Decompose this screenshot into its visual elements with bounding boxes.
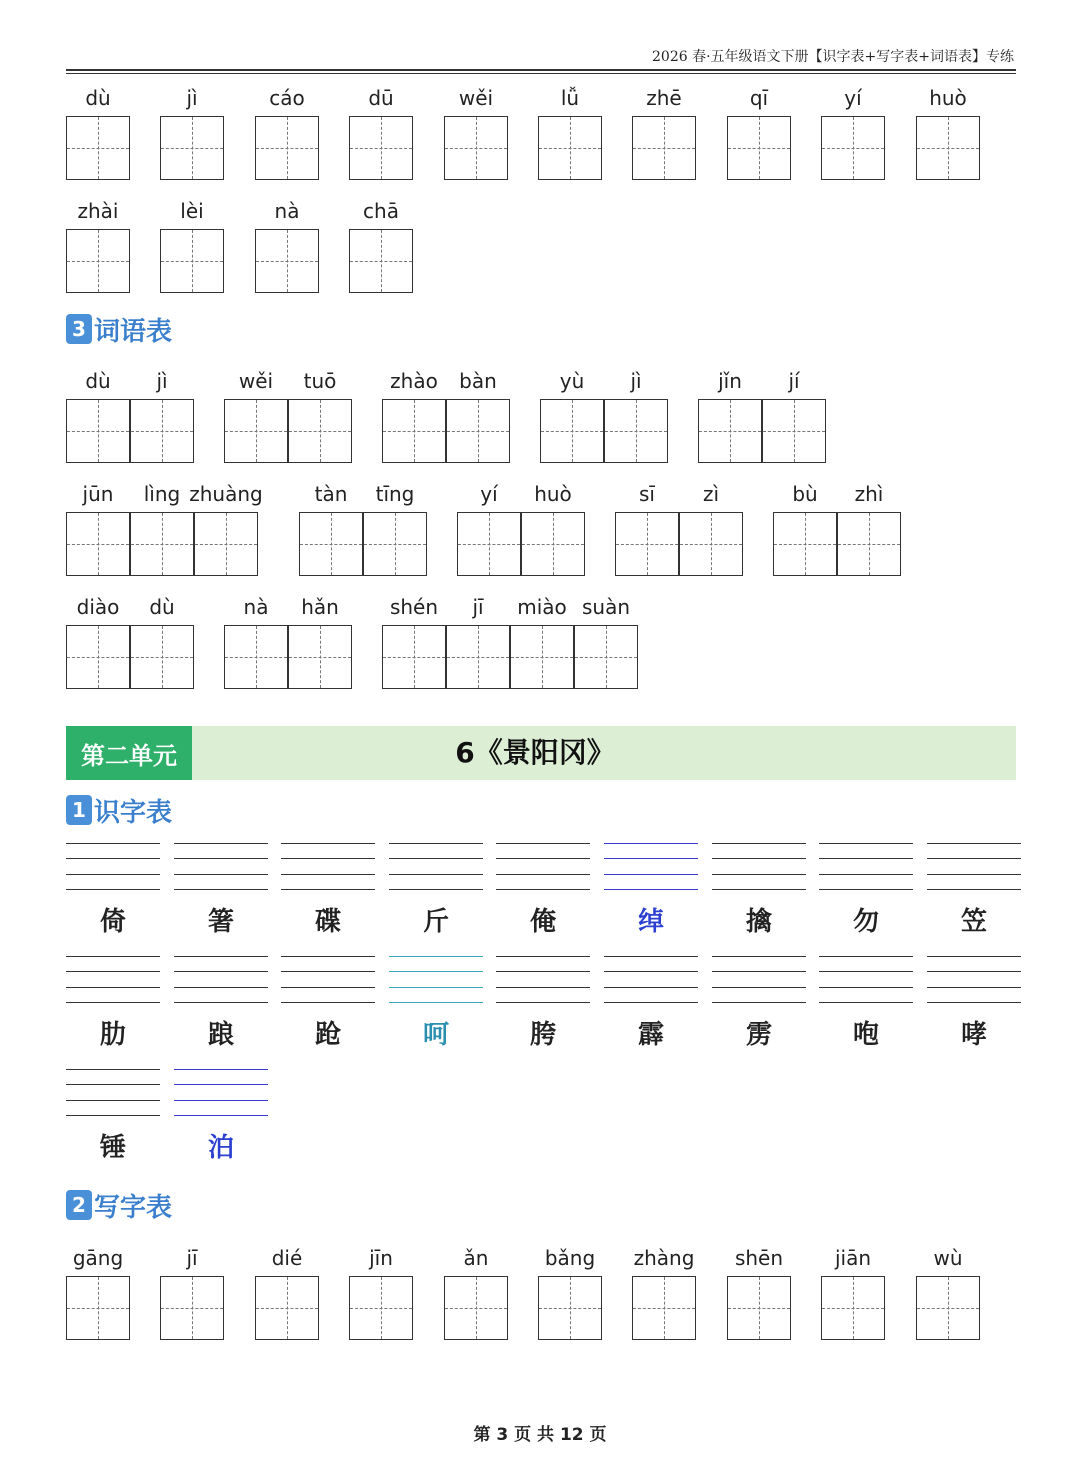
pinyin-writing-lines[interactable] — [281, 843, 375, 891]
writing-line — [281, 889, 375, 890]
writing-line — [174, 956, 268, 957]
writing-line — [174, 843, 268, 844]
tianzige-box[interactable] — [615, 512, 679, 576]
writing-line — [66, 858, 160, 859]
writing-line — [66, 843, 160, 844]
hanzi-char: 碟 — [314, 907, 341, 937]
tianzige-box[interactable] — [255, 229, 319, 293]
hanzi-char: 泊 — [207, 1133, 234, 1163]
pinyin-writing-lines[interactable] — [927, 843, 1021, 891]
pinyin-writing-lines[interactable] — [66, 1069, 160, 1117]
tianzige-box[interactable] — [349, 229, 413, 293]
pinyin-label: nà — [243, 595, 269, 619]
section-label: 识字表 — [94, 797, 173, 828]
writing-line — [281, 1002, 375, 1003]
writing-line — [604, 858, 698, 859]
section-number: 3 — [66, 314, 92, 344]
tianzige-box[interactable] — [288, 625, 352, 689]
section-number: 2 — [66, 1190, 92, 1220]
tianzige-box[interactable] — [837, 512, 901, 576]
tianzige-box[interactable] — [773, 512, 837, 576]
pinyin-label: bàn — [459, 369, 497, 393]
writing-line — [174, 1084, 268, 1085]
writing-line — [927, 971, 1021, 972]
tianzige-box[interactable] — [510, 625, 574, 689]
section-title-shizi — [66, 793, 172, 827]
writing-line — [66, 956, 160, 957]
tianzige-box[interactable] — [632, 116, 696, 180]
pinyin-label: yí — [480, 482, 498, 506]
unit-tag: 第二单元 — [66, 726, 192, 780]
pinyin-writing-lines[interactable] — [712, 956, 806, 1004]
pinyin-label: jī — [472, 595, 484, 619]
tianzige-box[interactable] — [762, 399, 826, 463]
pinyin-writing-lines[interactable] — [927, 956, 1021, 1004]
writing-line — [389, 858, 483, 859]
pinyin-label: suàn — [581, 595, 631, 619]
section-title-ciyu — [66, 312, 172, 346]
hanzi-char: 哮 — [960, 1020, 987, 1050]
writing-line — [174, 1069, 268, 1070]
tianzige-box[interactable] — [66, 116, 130, 180]
writing-line — [281, 971, 375, 972]
writing-line — [712, 889, 806, 890]
pinyin-writing-lines[interactable] — [712, 843, 806, 891]
tianzige-box[interactable] — [299, 512, 363, 576]
tianzige-box[interactable] — [444, 1276, 508, 1340]
writing-line — [712, 858, 806, 859]
writing-line — [174, 1002, 268, 1003]
pinyin-writing-lines[interactable] — [66, 843, 160, 891]
tianzige-box[interactable] — [224, 625, 288, 689]
writing-line — [927, 858, 1021, 859]
writing-line — [174, 858, 268, 859]
hanzi-char: 锤 — [99, 1133, 126, 1163]
tianzige-box[interactable] — [446, 399, 510, 463]
tianzige-box[interactable] — [224, 399, 288, 463]
pinyin-writing-lines[interactable] — [389, 956, 483, 1004]
pinyin-label: ǎn — [463, 1246, 489, 1270]
pinyin-label: cáo — [269, 86, 305, 110]
pinyin-writing-lines[interactable] — [174, 843, 268, 891]
section-label: 词语表 — [94, 316, 173, 347]
tianzige-box[interactable] — [538, 116, 602, 180]
writing-line — [174, 874, 268, 875]
writing-line — [174, 971, 268, 972]
pinyin-writing-lines[interactable] — [281, 956, 375, 1004]
header-rule-thin — [66, 73, 1016, 74]
pinyin-label: chā — [363, 199, 399, 223]
tianzige-box[interactable] — [66, 512, 130, 576]
writing-line — [66, 889, 160, 890]
writing-line — [66, 1084, 160, 1085]
writing-line — [66, 971, 160, 972]
pinyin-label: hǎn — [301, 595, 339, 619]
tianzige-box[interactable] — [160, 116, 224, 180]
writing-line — [819, 889, 913, 890]
tianzige-box[interactable] — [698, 399, 762, 463]
writing-line — [819, 874, 913, 875]
pinyin-writing-lines[interactable] — [66, 956, 160, 1004]
tianzige-box[interactable] — [382, 625, 446, 689]
lesson-title: 6《景阳冈》 — [455, 736, 615, 769]
writing-line — [712, 971, 806, 972]
writing-line — [174, 1115, 268, 1116]
tianzige-box[interactable] — [66, 229, 130, 293]
pinyin-label: lèi — [180, 199, 204, 223]
hanzi-char: 俺 — [529, 907, 556, 937]
tianzige-box[interactable] — [604, 399, 668, 463]
hanzi-char: 雳 — [745, 1020, 772, 1050]
pinyin-writing-lines[interactable] — [496, 956, 590, 1004]
pinyin-label: gāng — [72, 1246, 124, 1270]
writing-line — [712, 874, 806, 875]
tianzige-box[interactable] — [538, 1276, 602, 1340]
tianzige-box[interactable] — [632, 1276, 696, 1340]
pinyin-label: wěi — [458, 86, 494, 110]
tianzige-box[interactable] — [130, 625, 194, 689]
writing-line — [281, 987, 375, 988]
pinyin-label: dù — [85, 369, 111, 393]
pinyin-label: zhì — [854, 482, 884, 506]
writing-line — [604, 956, 698, 957]
hanzi-char: 胯 — [529, 1020, 556, 1050]
writing-line — [66, 1002, 160, 1003]
writing-line — [604, 971, 698, 972]
writing-line — [927, 956, 1021, 957]
pinyin-label: sī — [639, 482, 655, 506]
writing-line — [281, 956, 375, 957]
hanzi-char: 笠 — [960, 907, 987, 937]
pinyin-label: zhào — [390, 369, 438, 393]
pinyin-label: jì — [186, 86, 198, 110]
hanzi-char: 绰 — [637, 907, 664, 937]
hanzi-char: 倚 — [99, 907, 126, 937]
pinyin-label: dū — [368, 86, 394, 110]
writing-line — [496, 1002, 590, 1003]
tianzige-box[interactable] — [349, 116, 413, 180]
writing-line — [712, 956, 806, 957]
tianzige-box[interactable] — [916, 116, 980, 180]
tianzige-box[interactable] — [194, 512, 258, 576]
writing-line — [712, 987, 806, 988]
writing-line — [66, 1115, 160, 1116]
writing-line — [389, 843, 483, 844]
hanzi-char: 踉 — [207, 1020, 234, 1050]
writing-line — [819, 843, 913, 844]
writing-line — [604, 874, 698, 875]
hanzi-char: 箸 — [207, 907, 234, 937]
writing-line — [66, 1100, 160, 1101]
tianzige-box[interactable] — [66, 399, 130, 463]
pinyin-label: jì — [156, 369, 168, 393]
tianzige-box[interactable] — [679, 512, 743, 576]
hanzi-char: 斤 — [422, 907, 449, 937]
header-rule — [66, 69, 1016, 71]
pinyin-label: jì — [630, 369, 642, 393]
pinyin-label: dié — [271, 1246, 303, 1270]
writing-line — [389, 987, 483, 988]
pinyin-label: lǚ — [560, 86, 580, 110]
writing-line — [819, 956, 913, 957]
pinyin-label: tuō — [303, 369, 337, 393]
writing-line — [819, 971, 913, 972]
pinyin-label: shén — [389, 595, 439, 619]
writing-line — [496, 987, 590, 988]
pinyin-label: tīng — [375, 482, 415, 506]
writing-line — [819, 987, 913, 988]
tianzige-box[interactable] — [457, 512, 521, 576]
pinyin-label: jūn — [82, 482, 114, 506]
tianzige-box[interactable] — [540, 399, 604, 463]
writing-line — [927, 874, 1021, 875]
tianzige-box[interactable] — [821, 1276, 885, 1340]
tianzige-box[interactable] — [574, 625, 638, 689]
page-footer: 第 3 页 共 12 页 — [473, 1425, 607, 1445]
section-label: 写字表 — [94, 1192, 173, 1223]
pinyin-writing-lines[interactable] — [496, 843, 590, 891]
section-title-xiezi — [66, 1188, 172, 1222]
tianzige-box[interactable] — [363, 512, 427, 576]
writing-line — [389, 1002, 483, 1003]
tianzige-box[interactable] — [382, 399, 446, 463]
pinyin-label: jǐn — [718, 369, 742, 393]
hanzi-char: 勿 — [852, 907, 879, 937]
hanzi-char: 咆 — [852, 1020, 879, 1050]
pinyin-label: zì — [702, 482, 720, 506]
writing-line — [927, 1002, 1021, 1003]
writing-line — [174, 987, 268, 988]
pinyin-label: diào — [76, 595, 120, 619]
pinyin-label: jīn — [369, 1246, 393, 1270]
pinyin-label: qī — [749, 86, 769, 110]
pinyin-label: jiān — [834, 1246, 872, 1270]
tianzige-box[interactable] — [66, 625, 130, 689]
pinyin-writing-lines[interactable] — [819, 956, 913, 1004]
tianzige-box[interactable] — [446, 625, 510, 689]
pinyin-label: dù — [85, 86, 111, 110]
tianzige-box[interactable] — [66, 1276, 130, 1340]
hanzi-char: 呵 — [422, 1020, 449, 1050]
writing-line — [712, 843, 806, 844]
pinyin-label: huò — [929, 86, 967, 110]
hanzi-char: 肋 — [99, 1020, 126, 1050]
pinyin-writing-lines[interactable] — [174, 956, 268, 1004]
writing-line — [389, 971, 483, 972]
writing-line — [389, 889, 483, 890]
pinyin-label: bǎng — [544, 1246, 596, 1270]
tianzige-box[interactable] — [255, 116, 319, 180]
writing-line — [281, 858, 375, 859]
writing-line — [927, 843, 1021, 844]
pinyin-label: lìng — [143, 482, 181, 506]
writing-line — [927, 987, 1021, 988]
writing-line — [174, 1100, 268, 1101]
tianzige-box[interactable] — [160, 229, 224, 293]
section-number: 1 — [66, 795, 92, 825]
tianzige-box[interactable] — [288, 399, 352, 463]
writing-line — [281, 874, 375, 875]
tianzige-box[interactable] — [444, 116, 508, 180]
tianzige-box[interactable] — [727, 1276, 791, 1340]
pinyin-label: miào — [517, 595, 567, 619]
writing-line — [174, 889, 268, 890]
pinyin-label: zhài — [77, 199, 119, 223]
tianzige-box[interactable] — [349, 1276, 413, 1340]
pinyin-writing-lines[interactable] — [819, 843, 913, 891]
writing-line — [604, 1002, 698, 1003]
writing-line — [496, 874, 590, 875]
pinyin-label: yù — [559, 369, 585, 393]
writing-line — [389, 956, 483, 957]
tianzige-box[interactable] — [160, 1276, 224, 1340]
tianzige-box[interactable] — [916, 1276, 980, 1340]
writing-line — [496, 843, 590, 844]
writing-line — [66, 987, 160, 988]
pinyin-label: nà — [274, 199, 300, 223]
pinyin-writing-lines[interactable] — [174, 1069, 268, 1117]
pinyin-label: zhuàng — [189, 482, 263, 506]
pinyin-label: zhàng — [633, 1246, 695, 1270]
pinyin-label: jí — [788, 369, 800, 393]
writing-line — [819, 1002, 913, 1003]
writing-line — [496, 858, 590, 859]
tianzige-box[interactable] — [130, 512, 194, 576]
writing-line — [496, 889, 590, 890]
pinyin-label: huò — [534, 482, 572, 506]
writing-line — [66, 874, 160, 875]
writing-line — [389, 874, 483, 875]
pinyin-label: shēn — [734, 1246, 784, 1270]
writing-line — [927, 889, 1021, 890]
pinyin-label: tàn — [314, 482, 348, 506]
pinyin-label: wěi — [238, 369, 274, 393]
pinyin-label: dù — [149, 595, 175, 619]
tianzige-box[interactable] — [727, 116, 791, 180]
hanzi-char: 跄 — [314, 1020, 341, 1050]
writing-line — [604, 843, 698, 844]
tianzige-box[interactable] — [821, 116, 885, 180]
writing-line — [66, 1069, 160, 1070]
writing-line — [712, 1002, 806, 1003]
tianzige-box[interactable] — [255, 1276, 319, 1340]
tianzige-box[interactable] — [130, 399, 194, 463]
pinyin-label: wù — [933, 1246, 963, 1270]
writing-line — [604, 889, 698, 890]
pinyin-writing-lines[interactable] — [604, 956, 698, 1004]
writing-line — [819, 858, 913, 859]
pinyin-label: jī — [186, 1246, 198, 1270]
pinyin-label: zhē — [646, 86, 682, 110]
header-title: 2026 春·五年级语文下册【识字表+写字表+词语表】专练 — [652, 49, 1014, 65]
pinyin-writing-lines[interactable] — [389, 843, 483, 891]
hanzi-char: 霹 — [637, 1020, 664, 1050]
writing-line — [496, 956, 590, 957]
pinyin-label: yí — [844, 86, 862, 110]
writing-line — [496, 971, 590, 972]
tianzige-box[interactable] — [521, 512, 585, 576]
hanzi-char: 擒 — [745, 907, 772, 937]
writing-line — [604, 987, 698, 988]
pinyin-label: bù — [792, 482, 818, 506]
writing-line — [281, 843, 375, 844]
pinyin-writing-lines[interactable] — [604, 843, 698, 891]
